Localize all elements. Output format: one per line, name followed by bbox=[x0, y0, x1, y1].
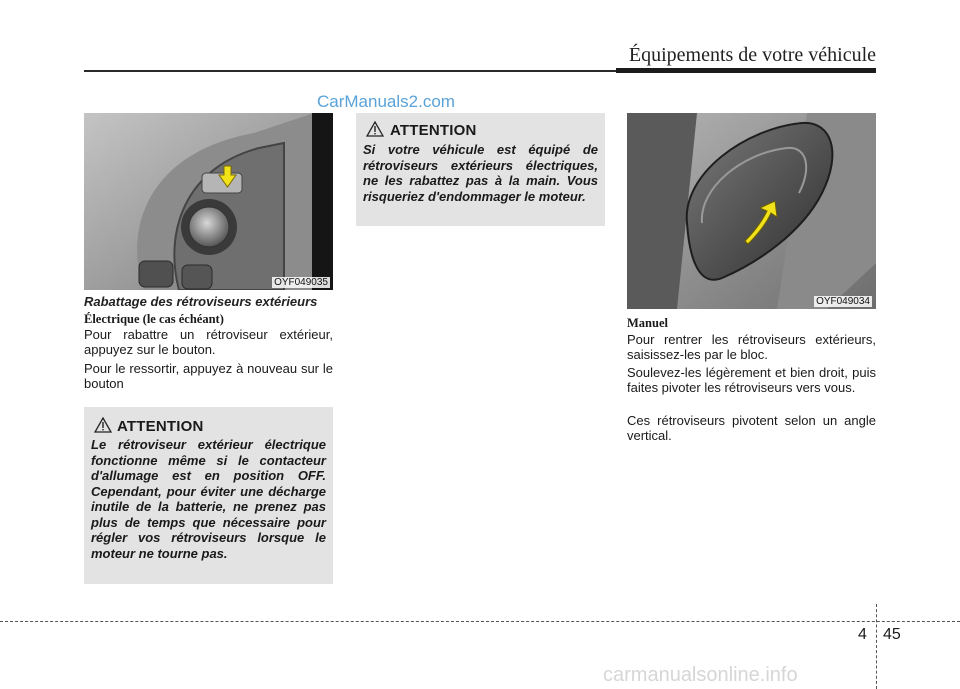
heading-manual: Manuel bbox=[627, 316, 668, 330]
power-mirror-switch-photo bbox=[84, 113, 333, 290]
warning-box-manual-fold bbox=[356, 113, 605, 226]
warning-text: Le rétroviseur extérieur électrique fonctionne même si le contacteur d'allumage est en position OFF. Cependant, pour éviter une décharge inutile de la batterie, ne prenez pas plus de temps que nécessaire pour régler vos rétroviseurs lorsque le moteur ne tourne pas. bbox=[91, 437, 326, 561]
footer-divider bbox=[876, 604, 877, 689]
chapter-number: 4 bbox=[858, 626, 867, 643]
paragraph-grab: Pour rentrer les rétroviseurs extérieurs, saisissez-les par le bloc. bbox=[627, 332, 876, 362]
warning-text: Si votre véhicule est équipé de rétroviseurs extérieurs électriques, ne les rabattez pas à la main. Vous risqueriez d'endommager le moteur. bbox=[363, 142, 598, 204]
footer-rule bbox=[0, 621, 960, 622]
manual-mirror-photo bbox=[627, 113, 876, 309]
watermark-bottom: carmanualsonline.info bbox=[603, 664, 798, 686]
header-rule-accent bbox=[616, 68, 876, 73]
paragraph-pivot: Ces rétroviseurs pivotent selon un angle vertical. bbox=[627, 413, 876, 443]
warning-triangle-icon bbox=[366, 121, 384, 137]
subheading-folding-mirrors: Rabattage des rétroviseurs extérieurs bbox=[84, 294, 318, 309]
image-code-right: OYF049034 bbox=[816, 296, 870, 307]
section-title: Équipements de votre véhicule bbox=[628, 44, 876, 66]
warning-title: ATTENTION bbox=[390, 122, 477, 139]
paragraph-unfold: Pour le ressortir, appuyez à nouveau sur le bouton bbox=[84, 361, 333, 391]
paragraph-lift-rotate: Soulevez-les légèrement et bien droit, puis faites pivoter les rétroviseurs vers vous. bbox=[627, 365, 876, 395]
warning-triangle-icon bbox=[94, 417, 112, 433]
page-number: 45 bbox=[883, 626, 901, 643]
image-code-left: OYF049035 bbox=[274, 277, 328, 288]
watermark-top: CarManuals2.com bbox=[317, 92, 455, 111]
warning-box-electric-mirror bbox=[84, 407, 333, 584]
heading-electric: Électrique (le cas échéant) bbox=[84, 312, 224, 326]
paragraph-fold: Pour rabattre un rétroviseur extérieur, appuyez sur le bouton. bbox=[84, 327, 333, 357]
warning-title: ATTENTION bbox=[117, 418, 204, 435]
